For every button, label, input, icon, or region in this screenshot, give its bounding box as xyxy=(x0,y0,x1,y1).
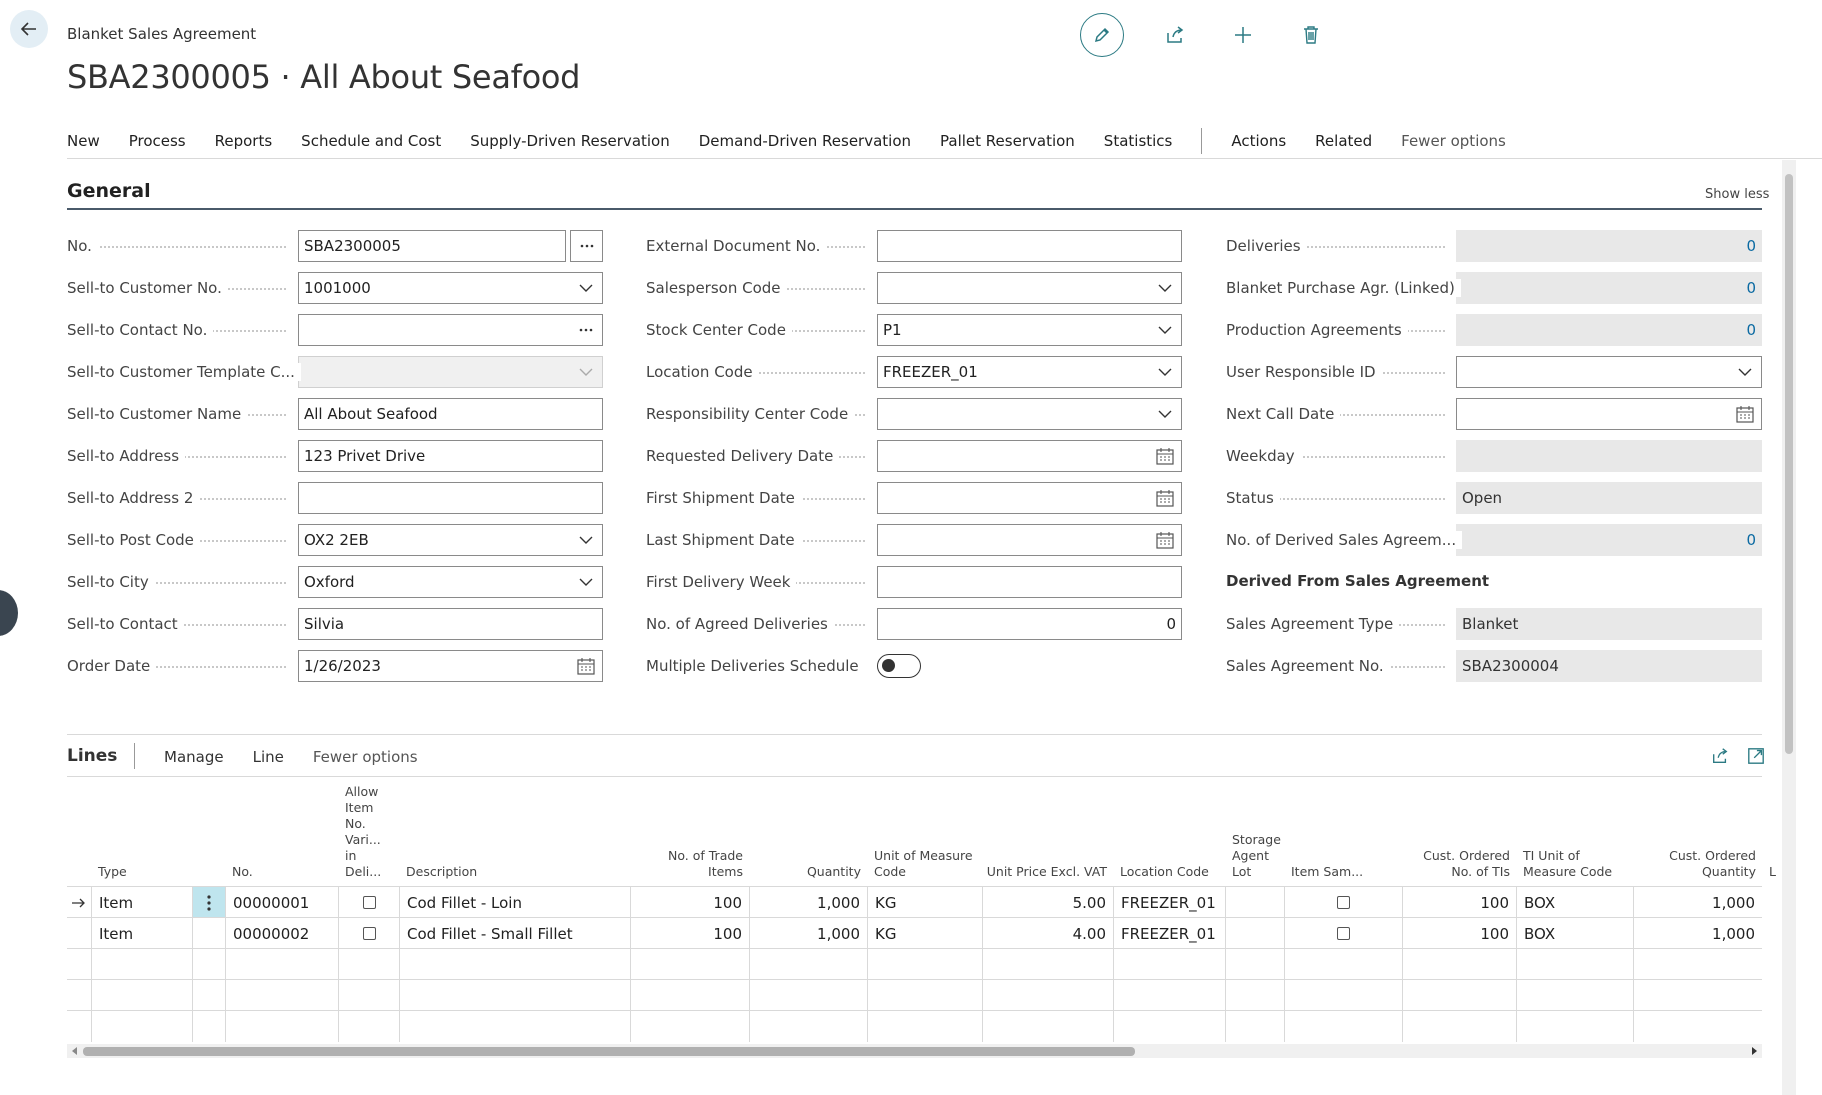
field-blanket-purchase-agr-linked-value: 0 xyxy=(1746,279,1756,297)
table-cell[interactable]: 1,000 xyxy=(749,918,867,949)
field-no[interactable] xyxy=(298,230,566,262)
menu-process[interactable]: Process xyxy=(128,132,186,150)
table-cell[interactable]: Cod Fillet - Small Fillet xyxy=(399,918,630,949)
calendar-icon xyxy=(577,658,595,675)
table-cell[interactable] xyxy=(1225,918,1284,949)
field-label-stock-center-code: Stock Center Code xyxy=(646,314,871,346)
table-cell[interactable]: KG xyxy=(867,918,982,949)
menu-actions[interactable]: Actions xyxy=(1231,132,1287,150)
lines-section-title[interactable]: Lines xyxy=(67,746,118,766)
vertical-scrollbar[interactable] xyxy=(1782,160,1796,1095)
pencil-icon xyxy=(1092,25,1112,45)
field-requested-delivery-date[interactable] xyxy=(877,440,1182,472)
field-sell-to-customer-no-value: 1001000 xyxy=(304,279,371,297)
table-cell[interactable]: 100 xyxy=(1402,887,1516,918)
share-button[interactable] xyxy=(1158,18,1192,52)
column-header[interactable]: Allow Item No. Vari... in Deli... xyxy=(345,784,382,879)
field-stock-center-code-value: P1 xyxy=(883,321,902,339)
table-cell[interactable]: FREEZER_01 xyxy=(1113,887,1225,918)
column-header[interactable]: TI Unit of Measure Code xyxy=(1523,848,1613,879)
field-stock-center-code-chevron-button[interactable] xyxy=(1154,326,1176,335)
table-cell[interactable] xyxy=(867,1011,982,1042)
field-sell-to-address-value: 123 Privet Drive xyxy=(304,447,426,465)
table-cell[interactable] xyxy=(91,980,192,1011)
field-label-no-of-derived-sales-agreem: No. of Derived Sales Agreem... xyxy=(1226,524,1451,556)
lines-menu-fewer-options[interactable]: Fewer options xyxy=(312,748,418,766)
table-cell[interactable]: BOX xyxy=(1516,918,1633,949)
field-label-multiple-deliveries-schedule: Multiple Deliveries Schedule xyxy=(646,650,871,682)
checkbox[interactable] xyxy=(363,927,376,940)
checkbox-cell[interactable] xyxy=(338,918,399,949)
table-cell[interactable] xyxy=(192,949,225,980)
table-cell[interactable] xyxy=(630,1011,749,1042)
table-cell[interactable]: 00000001 xyxy=(225,887,338,918)
table-cell[interactable] xyxy=(67,980,91,1011)
column-header[interactable]: No. of Trade Items xyxy=(668,848,743,879)
field-location-code-value: FREEZER_01 xyxy=(883,363,978,381)
field-label-next-call-date: Next Call Date xyxy=(1226,398,1451,430)
table-cell[interactable]: 5.00 xyxy=(982,887,1113,918)
table-row[interactable] xyxy=(67,979,1762,1010)
field-label-no-of-agreed-deliveries: No. of Agreed Deliveries xyxy=(646,608,871,640)
table-cell[interactable] xyxy=(67,918,91,949)
field-blanket-purchase-agr-linked[interactable] xyxy=(1456,272,1762,304)
table-cell[interactable]: Item xyxy=(91,887,192,918)
column-header[interactable]: Cust. Ordered Quantity xyxy=(1669,848,1756,879)
divider xyxy=(67,158,1822,159)
ellipsis-icon xyxy=(579,328,593,332)
field-label-responsibility-center-code: Responsibility Center Code xyxy=(646,398,871,430)
field-label-order-date: Order Date xyxy=(67,650,292,682)
field-sell-to-address[interactable] xyxy=(298,440,603,472)
edit-button[interactable] xyxy=(1080,13,1124,57)
table-cell[interactable] xyxy=(630,980,749,1011)
table-cell[interactable] xyxy=(192,980,225,1011)
column-header[interactable]: Location Code xyxy=(1120,864,1209,879)
table-cell[interactable] xyxy=(399,949,630,980)
field-last-shipment-date-calendar-button[interactable] xyxy=(1154,532,1176,549)
field-label-sell-to-city: Sell-to City xyxy=(67,566,292,598)
table-cell[interactable] xyxy=(1402,980,1516,1011)
field-production-agreements-value: 0 xyxy=(1746,321,1756,339)
table-cell[interactable] xyxy=(338,949,399,980)
field-label-sell-to-contact-no: Sell-to Contact No. xyxy=(67,314,292,346)
field-deliveries[interactable] xyxy=(1456,230,1762,262)
field-salesperson-code[interactable] xyxy=(877,272,1182,304)
field-sell-to-customer-name[interactable] xyxy=(298,398,603,430)
field-order-date-value: 1/26/2023 xyxy=(304,657,381,675)
field-responsibility-center-code-chevron-button[interactable] xyxy=(1154,410,1176,419)
row-indicator xyxy=(67,887,91,918)
lines-expand-button[interactable] xyxy=(1744,744,1768,768)
field-sales-agreement-no-value: SBA2300004 xyxy=(1462,657,1559,675)
field-first-shipment-date[interactable] xyxy=(877,482,1182,514)
table-cell[interactable] xyxy=(225,949,338,980)
toggle-knob xyxy=(882,659,895,672)
table-cell[interactable]: BOX xyxy=(1516,887,1633,918)
chevron-down-icon xyxy=(1158,368,1172,377)
table-cell[interactable] xyxy=(1113,949,1225,980)
action-bar xyxy=(67,128,1535,154)
table-cell[interactable] xyxy=(1402,1011,1516,1042)
table-row[interactable] xyxy=(67,917,1762,948)
divider xyxy=(67,776,1762,777)
derived-from-heading: Derived From Sales Agreement xyxy=(1226,572,1490,590)
chevron-down-icon xyxy=(1738,368,1752,377)
field-first-shipment-date-calendar-button[interactable] xyxy=(1154,490,1176,507)
table-cell[interactable]: 1,000 xyxy=(749,887,867,918)
field-label-blanket-purchase-agr-linked: Blanket Purchase Agr. (Linked) xyxy=(1226,272,1451,304)
share-icon xyxy=(1711,747,1729,765)
column-header[interactable]: No. xyxy=(232,864,253,879)
field-multiple-deliveries-schedule-toggle[interactable] xyxy=(877,654,921,678)
field-responsibility-center-code[interactable] xyxy=(877,398,1182,430)
field-sell-to-contact-value: Silvia xyxy=(304,615,345,633)
field-label-sell-to-contact: Sell-to Contact xyxy=(67,608,292,640)
table-cell[interactable]: 1,000 xyxy=(1633,918,1762,949)
breadcrumb: Blanket Sales Agreement xyxy=(67,25,257,43)
general-section-title[interactable]: General xyxy=(67,180,151,202)
field-weekday xyxy=(1456,440,1762,472)
lines-menu-manage[interactable]: Manage xyxy=(164,748,224,766)
table-cell[interactable] xyxy=(749,949,867,980)
page-title: SBA2300005 · All About Seafood xyxy=(67,58,581,96)
column-header[interactable]: Type xyxy=(98,864,127,879)
table-cell[interactable] xyxy=(867,949,982,980)
table-cell[interactable]: Item xyxy=(91,918,192,949)
menu-separator xyxy=(1201,128,1202,154)
calendar-icon xyxy=(1156,490,1174,507)
field-location-code-chevron-button[interactable] xyxy=(1154,368,1176,377)
no-assist-button[interactable] xyxy=(570,230,603,262)
field-no-of-agreed-deliveries-value: 0 xyxy=(1166,615,1176,633)
table-cell[interactable] xyxy=(982,1011,1113,1042)
table-cell[interactable] xyxy=(1633,980,1762,1011)
calendar-icon xyxy=(1156,532,1174,549)
delete-button[interactable] xyxy=(1294,18,1328,52)
table-cell[interactable] xyxy=(1225,949,1284,980)
table-cell[interactable]: 100 xyxy=(630,887,749,918)
column-header[interactable]: Quantity xyxy=(806,864,861,879)
arrow-right-icon xyxy=(72,898,86,908)
table-cell[interactable]: KG xyxy=(867,887,982,918)
table-cell[interactable] xyxy=(338,1011,399,1042)
checkbox[interactable] xyxy=(1337,896,1350,909)
table-cell[interactable] xyxy=(1113,980,1225,1011)
table-cell[interactable] xyxy=(91,1011,192,1042)
back-button[interactable] xyxy=(10,10,48,48)
table-cell[interactable] xyxy=(630,949,749,980)
table-cell[interactable] xyxy=(982,949,1113,980)
lines-actions xyxy=(1696,744,1768,768)
arrow-left-icon xyxy=(19,19,39,39)
horizontal-scrollbar[interactable] xyxy=(67,1044,1762,1058)
table-cell[interactable]: 00000002 xyxy=(225,918,338,949)
field-sell-to-city[interactable] xyxy=(298,566,603,598)
field-label-first-delivery-week: First Delivery Week xyxy=(646,566,871,598)
chevron-down-icon xyxy=(1158,410,1172,419)
ellipsis-icon xyxy=(580,244,594,248)
scrollbar-thumb[interactable] xyxy=(83,1047,1135,1056)
field-status xyxy=(1456,482,1762,514)
share-icon xyxy=(1165,25,1185,45)
table-cell[interactable] xyxy=(1516,949,1633,980)
menu-schedule-and-cost[interactable]: Schedule and Cost xyxy=(301,132,442,150)
field-sell-to-customer-no[interactable] xyxy=(298,272,603,304)
menu-reports[interactable]: Reports xyxy=(214,132,273,150)
plus-icon xyxy=(1233,25,1253,45)
column-header[interactable]: Storage Agent Lot xyxy=(1232,832,1281,879)
table-cell[interactable] xyxy=(1402,949,1516,980)
field-sell-to-post-code[interactable] xyxy=(298,524,603,556)
divider xyxy=(67,734,1762,735)
field-no-of-derived-sales-agreem[interactable] xyxy=(1456,524,1762,556)
checkbox-cell[interactable] xyxy=(1284,887,1402,918)
calendar-icon xyxy=(1736,406,1754,423)
field-label-last-shipment-date: Last Shipment Date xyxy=(646,524,871,556)
table-cell[interactable]: 100 xyxy=(1402,918,1516,949)
column-header[interactable]: Unit Price Excl. VAT xyxy=(986,864,1107,879)
table-cell[interactable] xyxy=(1225,887,1284,918)
field-no-value: SBA2300005 xyxy=(304,237,401,255)
lines-separator xyxy=(134,743,135,769)
field-sell-to-contact[interactable] xyxy=(298,608,603,640)
field-user-responsible-id-chevron-button[interactable] xyxy=(1734,368,1756,377)
table-cell[interactable]: 4.00 xyxy=(982,918,1113,949)
field-location-code[interactable] xyxy=(877,356,1182,388)
table-cell[interactable]: Cod Fillet - Loin xyxy=(399,887,630,918)
field-order-date-calendar-button[interactable] xyxy=(575,658,597,675)
table-cell[interactable] xyxy=(749,1011,867,1042)
table-cell[interactable] xyxy=(749,980,867,1011)
checkbox-cell[interactable] xyxy=(338,887,399,918)
table-cell[interactable] xyxy=(1284,949,1402,980)
more-vertical-icon xyxy=(207,895,211,911)
menu-related[interactable]: Related xyxy=(1315,132,1373,150)
field-no-of-agreed-deliveries[interactable] xyxy=(877,608,1182,640)
table-cell[interactable] xyxy=(982,980,1113,1011)
menu-statistics[interactable]: Statistics xyxy=(1103,132,1173,150)
table-cell[interactable] xyxy=(225,1011,338,1042)
table-cell[interactable] xyxy=(1284,980,1402,1011)
field-user-responsible-id[interactable] xyxy=(1456,356,1762,388)
table-cell[interactable] xyxy=(1113,1011,1225,1042)
table-cell[interactable] xyxy=(1284,1011,1402,1042)
column-header[interactable]: Unit of Measure Code xyxy=(874,848,973,879)
field-label-sell-to-customer-no: Sell-to Customer No. xyxy=(67,272,292,304)
checkbox[interactable] xyxy=(1337,927,1350,940)
field-sell-to-customer-template-c[interactable] xyxy=(298,356,603,388)
table-cell[interactable] xyxy=(1633,1011,1762,1042)
table-cell[interactable] xyxy=(867,980,982,1011)
chevron-down-icon xyxy=(579,578,593,587)
table-cell[interactable] xyxy=(192,918,225,949)
field-label-no: No. xyxy=(67,230,292,262)
trash-icon xyxy=(1301,25,1321,45)
field-label-production-agreements: Production Agreements xyxy=(1226,314,1451,346)
checkbox[interactable] xyxy=(363,896,376,909)
field-next-call-date[interactable] xyxy=(1456,398,1762,430)
field-sell-to-address-2[interactable] xyxy=(298,482,603,514)
field-label-sales-agreement-type: Sales Agreement Type xyxy=(1226,608,1451,640)
field-sales-agreement-type-value: Blanket xyxy=(1462,615,1519,633)
field-label-sell-to-address-2: Sell-to Address 2 xyxy=(67,482,292,514)
new-button[interactable] xyxy=(1226,18,1260,52)
field-sell-to-city-chevron-button[interactable] xyxy=(575,578,597,587)
field-label-sell-to-customer-name: Sell-to Customer Name xyxy=(67,398,292,430)
lines-share-button[interactable] xyxy=(1708,744,1732,768)
chevron-down-icon xyxy=(1158,326,1172,335)
field-sell-to-customer-template-c-chevronGray-button[interactable] xyxy=(575,368,597,377)
field-deliveries-value: 0 xyxy=(1746,237,1756,255)
field-salesperson-code-chevron-button[interactable] xyxy=(1154,284,1176,293)
column-header[interactable]: Description xyxy=(406,864,478,879)
field-sales-agreement-no xyxy=(1456,650,1762,682)
field-label-requested-delivery-date: Requested Delivery Date xyxy=(646,440,871,472)
field-external-document-no[interactable] xyxy=(877,230,1182,262)
menu-new[interactable]: New xyxy=(67,132,100,150)
expand-icon xyxy=(1747,747,1765,765)
table-cell[interactable] xyxy=(67,949,91,980)
field-label-first-shipment-date: First Shipment Date xyxy=(646,482,871,514)
lines-grid xyxy=(67,780,1776,1040)
chevron-down-icon xyxy=(1158,284,1172,293)
row-actions-button[interactable] xyxy=(192,887,225,918)
chevron-down-icon xyxy=(579,284,593,293)
calendar-icon xyxy=(1156,448,1174,465)
lines-menu-line[interactable]: Line xyxy=(252,748,284,766)
field-label-sales-agreement-no: Sales Agreement No. xyxy=(1226,650,1451,682)
page-actions xyxy=(1080,13,1328,57)
field-production-agreements[interactable] xyxy=(1456,314,1762,346)
field-stock-center-code[interactable] xyxy=(877,314,1182,346)
field-sell-to-contact-no[interactable] xyxy=(298,314,603,346)
table-cell[interactable] xyxy=(1516,980,1633,1011)
table-cell[interactable]: 100 xyxy=(630,918,749,949)
field-label-weekday: Weekday xyxy=(1226,440,1451,472)
menu-demand-driven-reservation[interactable]: Demand-Driven Reservation xyxy=(698,132,912,150)
field-sell-to-post-code-chevron-button[interactable] xyxy=(575,536,597,545)
scrollbar-thumb[interactable] xyxy=(1785,174,1793,754)
chevron-down-icon xyxy=(579,368,593,377)
scroll-left-icon[interactable] xyxy=(71,1047,79,1055)
table-cell[interactable] xyxy=(399,1011,630,1042)
field-sell-to-city-value: Oxford xyxy=(304,573,355,591)
menu-pallet-reservation[interactable]: Pallet Reservation xyxy=(940,132,1075,150)
table-cell[interactable] xyxy=(1633,949,1762,980)
table-cell[interactable] xyxy=(399,980,630,1011)
table-row[interactable] xyxy=(67,948,1762,979)
table-cell[interactable]: 1,000 xyxy=(1633,887,1762,918)
field-label-salesperson-code: Salesperson Code xyxy=(646,272,871,304)
field-first-delivery-week[interactable] xyxy=(877,566,1182,598)
field-label-user-responsible-id: User Responsible ID xyxy=(1226,356,1451,388)
field-order-date[interactable] xyxy=(298,650,603,682)
checkbox-cell[interactable] xyxy=(1284,918,1402,949)
field-label-sell-to-post-code: Sell-to Post Code xyxy=(67,524,292,556)
table-cell[interactable] xyxy=(67,1011,91,1042)
field-sell-to-customer-no-chevron-button[interactable] xyxy=(575,284,597,293)
field-label-deliveries: Deliveries xyxy=(1226,230,1451,262)
field-last-shipment-date[interactable] xyxy=(877,524,1182,556)
side-panel-toggle[interactable] xyxy=(0,590,18,636)
table-cell[interactable] xyxy=(91,949,192,980)
field-label-sell-to-customer-template-c: Sell-to Customer Template C... xyxy=(67,356,292,388)
field-sales-agreement-type xyxy=(1456,608,1762,640)
table-cell[interactable] xyxy=(192,1011,225,1042)
scroll-right-icon[interactable] xyxy=(1750,1047,1758,1055)
field-requested-delivery-date-calendar-button[interactable] xyxy=(1154,448,1176,465)
field-sell-to-post-code-value: OX2 2EB xyxy=(304,531,369,549)
table-cell[interactable] xyxy=(225,980,338,1011)
field-label-sell-to-address: Sell-to Address xyxy=(67,440,292,472)
column-header[interactable]: L xyxy=(1769,864,1776,879)
field-sell-to-customer-name-value: All About Seafood xyxy=(304,405,438,423)
menu-fewer-options[interactable]: Fewer options xyxy=(1401,132,1506,150)
field-label-status: Status xyxy=(1226,482,1451,514)
show-less-link[interactable]: Show less xyxy=(1705,187,1770,202)
column-header[interactable]: Item Sam... xyxy=(1291,864,1364,879)
field-next-call-date-calendar-button[interactable] xyxy=(1734,406,1756,423)
table-cell[interactable] xyxy=(1225,980,1284,1011)
field-status-value: Open xyxy=(1462,489,1503,507)
table-row[interactable] xyxy=(67,886,1762,917)
table-cell[interactable] xyxy=(1225,1011,1284,1042)
field-no-of-derived-sales-agreem-value: 0 xyxy=(1746,531,1756,549)
table-cell[interactable] xyxy=(338,980,399,1011)
table-cell[interactable]: FREEZER_01 xyxy=(1113,918,1225,949)
menu-supply-driven-reservation[interactable]: Supply-Driven Reservation xyxy=(470,132,670,150)
chevron-down-icon xyxy=(579,536,593,545)
column-header[interactable]: Cust. Ordered No. of TIs xyxy=(1423,848,1510,879)
table-row[interactable] xyxy=(67,1010,1762,1041)
table-cell[interactable] xyxy=(1516,1011,1633,1042)
section-divider xyxy=(67,208,1762,210)
field-label-external-document-no: External Document No. xyxy=(646,230,871,262)
field-sell-to-contact-no-ellipsis-button[interactable] xyxy=(575,328,597,332)
field-label-location-code: Location Code xyxy=(646,356,871,388)
lines-action-bar xyxy=(164,748,447,766)
